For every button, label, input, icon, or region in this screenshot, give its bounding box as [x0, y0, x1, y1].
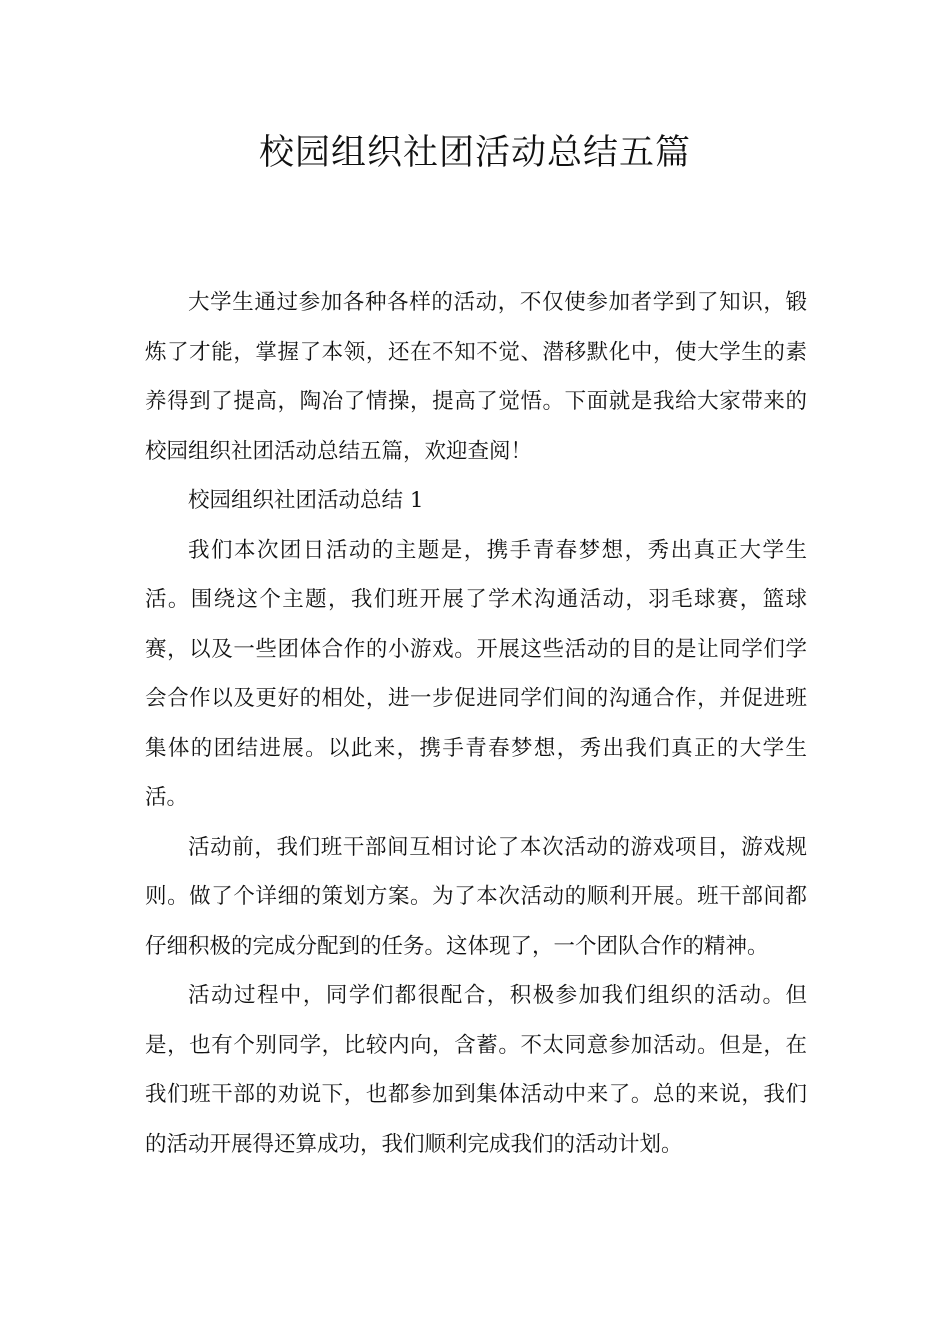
- section-heading: 校园组织社团活动总结 1: [188, 488, 424, 513]
- body-paragraph: 我们本次团日活动的主题是，携手青春梦想，秀出真正大学生活。围绕这个主题，我们班开展了学术沟通活动，羽毛球赛，篮球赛，以及一些团体合作的小游戏。开展这些活动的目的是让同学们学会合作以及更好的相处，进一步促进同学们间的沟通合作，并促进班集体的团结进展。以此来，携手青春梦想，秀出我们真正的大学生活。: [145, 537, 807, 810]
- intro-paragraph: 大学生通过参加各种各样的活动，不仅使参加者学到了知识，锻炼了才能，掌握了本领，还在不知不觉、潜移默化中，使大学生的素养得到了提高，陶冶了情操，提高了觉悟。下面就是我给大家带来的校园组织社团活动总结五篇，欢迎查阅！: [145, 290, 807, 464]
- document-body: [145, 278, 807, 1169]
- document-title: 校园组织社团活动总结五篇: [258, 133, 691, 173]
- body-paragraph: 活动前，我们班干部间互相讨论了本次活动的游戏项目，游戏规则。做了个详细的策划方案。为了本次活动的顺利开展。班干部间都仔细积极的完成分配到的任务。这体现了，一个团队合作的精神。: [145, 834, 807, 959]
- body-paragraph: 活动过程中，同学们都很配合，积极参加我们组织的活动。但是，也有个别同学，比较内向，含蓄。不太同意参加活动。但是，在我们班干部的劝说下，也都参加到集体活动中来了。总的来说，我们的活动开展得还算成功，我们顺利完成我们的活动计划。: [145, 983, 807, 1157]
